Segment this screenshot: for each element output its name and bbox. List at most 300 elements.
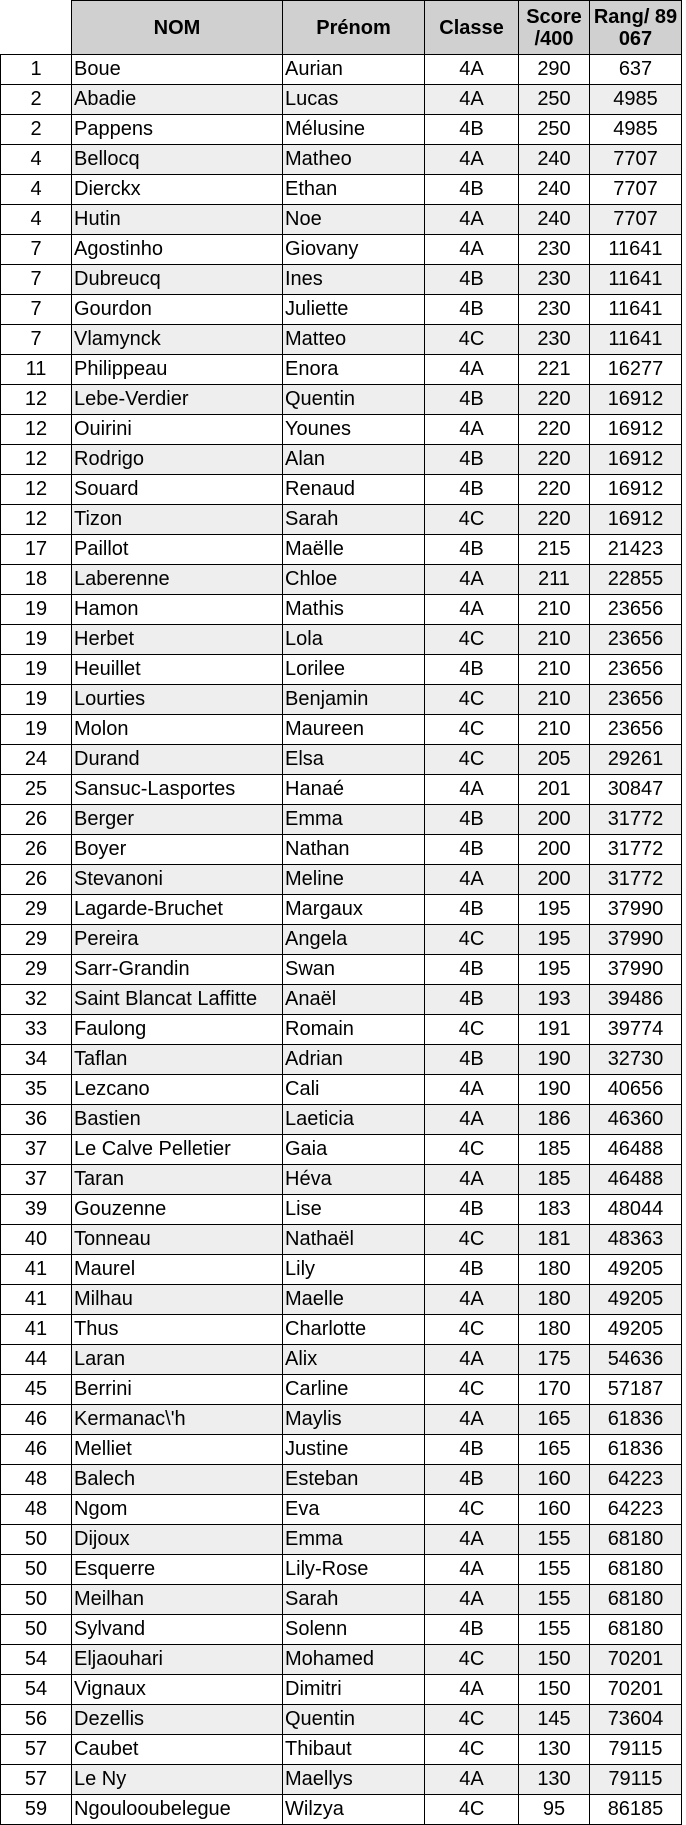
classe-cell: 4C: [425, 325, 519, 355]
header-rang: Rang/ 89 067: [590, 1, 682, 55]
table-row: [1, 895, 682, 925]
score-cell: 210: [519, 655, 590, 685]
rank-cell: 54: [1, 1675, 72, 1705]
prenom-cell: Carline: [283, 1375, 425, 1405]
nom-cell: Dijoux: [72, 1525, 283, 1555]
nom-cell: Ouirini: [72, 415, 283, 445]
nom-cell: Rodrigo: [72, 445, 283, 475]
score-cell: 250: [519, 85, 590, 115]
table-row: [1, 115, 682, 145]
rank-cell: 12: [1, 385, 72, 415]
prenom-cell: Matheo: [283, 145, 425, 175]
score-cell: 230: [519, 295, 590, 325]
score-cell: 250: [519, 115, 590, 145]
rank-cell: 33: [1, 1015, 72, 1045]
classe-cell: 4C: [425, 625, 519, 655]
prenom-cell: Maelle: [283, 1285, 425, 1315]
rang-cell: 46360: [590, 1105, 682, 1135]
classe-cell: 4A: [425, 235, 519, 265]
prenom-cell: Dimitri: [283, 1675, 425, 1705]
nom-cell: Sansuc-Lasportes: [72, 775, 283, 805]
rank-cell: 26: [1, 865, 72, 895]
score-cell: 220: [519, 475, 590, 505]
rang-cell: 4985: [590, 115, 682, 145]
score-cell: 175: [519, 1345, 590, 1375]
rank-cell: 45: [1, 1375, 72, 1405]
rang-cell: 16912: [590, 385, 682, 415]
table-row: [1, 805, 682, 835]
nom-cell: Hutin: [72, 205, 283, 235]
prenom-cell: Cali: [283, 1075, 425, 1105]
score-cell: 220: [519, 445, 590, 475]
prenom-cell: Esteban: [283, 1465, 425, 1495]
score-cell: 210: [519, 625, 590, 655]
score-cell: 220: [519, 505, 590, 535]
nom-cell: Bellocq: [72, 145, 283, 175]
classe-cell: 4A: [425, 1285, 519, 1315]
prenom-cell: Aurian: [283, 55, 425, 85]
nom-cell: Tizon: [72, 505, 283, 535]
prenom-cell: Matteo: [283, 325, 425, 355]
rank-cell: 7: [1, 235, 72, 265]
nom-cell: Lagarde-Bruchet: [72, 895, 283, 925]
table-body: [1, 55, 682, 1825]
table-row: [1, 1795, 682, 1825]
prenom-cell: Juliette: [283, 295, 425, 325]
rank-cell: 37: [1, 1135, 72, 1165]
rank-cell: 36: [1, 1105, 72, 1135]
table-row: [1, 325, 682, 355]
classe-cell: 4B: [425, 985, 519, 1015]
rank-cell: 4: [1, 175, 72, 205]
nom-cell: Eljaouhari: [72, 1645, 283, 1675]
prenom-cell: Lily-Rose: [283, 1555, 425, 1585]
rang-cell: 48044: [590, 1195, 682, 1225]
rang-cell: 49205: [590, 1315, 682, 1345]
classe-cell: 4B: [425, 1615, 519, 1645]
table-row: [1, 1195, 682, 1225]
rank-cell: 41: [1, 1315, 72, 1345]
nom-cell: Gouzenne: [72, 1195, 283, 1225]
prenom-cell: Emma: [283, 805, 425, 835]
nom-cell: Berrini: [72, 1375, 283, 1405]
prenom-cell: Nathan: [283, 835, 425, 865]
classe-cell: 4A: [425, 145, 519, 175]
rang-cell: 16912: [590, 445, 682, 475]
rank-cell: 39: [1, 1195, 72, 1225]
classe-cell: 4C: [425, 1135, 519, 1165]
nom-cell: Dierckx: [72, 175, 283, 205]
rank-cell: 57: [1, 1735, 72, 1765]
table-row: [1, 145, 682, 175]
classe-cell: 4A: [425, 1165, 519, 1195]
prenom-cell: Romain: [283, 1015, 425, 1045]
nom-cell: Boyer: [72, 835, 283, 865]
classe-cell: 4A: [425, 1765, 519, 1795]
nom-cell: Taflan: [72, 1045, 283, 1075]
classe-cell: 4C: [425, 1705, 519, 1735]
prenom-cell: Benjamin: [283, 685, 425, 715]
rang-cell: 68180: [590, 1555, 682, 1585]
nom-cell: Souard: [72, 475, 283, 505]
prenom-cell: Justine: [283, 1435, 425, 1465]
classe-cell: 4C: [425, 715, 519, 745]
rank-cell: 29: [1, 955, 72, 985]
header-prenom: Prénom: [283, 1, 425, 55]
score-cell: 210: [519, 715, 590, 745]
rank-cell: 4: [1, 205, 72, 235]
prenom-cell: Wilzya: [283, 1795, 425, 1825]
rang-cell: 7707: [590, 205, 682, 235]
table-row: [1, 235, 682, 265]
nom-cell: Hamon: [72, 595, 283, 625]
prenom-cell: Meline: [283, 865, 425, 895]
nom-cell: Sarr-Grandin: [72, 955, 283, 985]
table-row: [1, 1405, 682, 1435]
table-row: [1, 1555, 682, 1585]
header-classe: Classe: [425, 1, 519, 55]
rank-cell: 7: [1, 325, 72, 355]
nom-cell: Agostinho: [72, 235, 283, 265]
score-cell: 195: [519, 895, 590, 925]
rang-cell: 29261: [590, 745, 682, 775]
classe-cell: 4B: [425, 265, 519, 295]
rank-cell: 26: [1, 805, 72, 835]
classe-cell: 4A: [425, 1585, 519, 1615]
prenom-cell: Sarah: [283, 1585, 425, 1615]
table-row: [1, 535, 682, 565]
table-row: [1, 1495, 682, 1525]
table-row: [1, 565, 682, 595]
rang-cell: 39486: [590, 985, 682, 1015]
rang-cell: 70201: [590, 1645, 682, 1675]
prenom-cell: Margaux: [283, 895, 425, 925]
table-row: [1, 175, 682, 205]
rank-cell: 54: [1, 1645, 72, 1675]
table-row: [1, 1465, 682, 1495]
score-cell: 220: [519, 385, 590, 415]
table-row: [1, 1045, 682, 1075]
nom-cell: Sylvand: [72, 1615, 283, 1645]
nom-cell: Gourdon: [72, 295, 283, 325]
classe-cell: 4B: [425, 295, 519, 325]
score-cell: 155: [519, 1615, 590, 1645]
table-row: [1, 1255, 682, 1285]
rank-cell: 24: [1, 745, 72, 775]
table-row: [1, 1525, 682, 1555]
score-cell: 150: [519, 1645, 590, 1675]
table-row: [1, 715, 682, 745]
prenom-cell: Noe: [283, 205, 425, 235]
table-row: [1, 625, 682, 655]
classe-cell: 4A: [425, 775, 519, 805]
prenom-cell: Maureen: [283, 715, 425, 745]
classe-cell: 4A: [425, 1405, 519, 1435]
prenom-cell: Adrian: [283, 1045, 425, 1075]
table-row: [1, 985, 682, 1015]
score-cell: 150: [519, 1675, 590, 1705]
rank-cell: 46: [1, 1405, 72, 1435]
rang-cell: 16912: [590, 415, 682, 445]
nom-cell: Caubet: [72, 1735, 283, 1765]
rank-cell: 12: [1, 445, 72, 475]
nom-cell: Abadie: [72, 85, 283, 115]
nom-cell: Le Ny: [72, 1765, 283, 1795]
nom-cell: Tonneau: [72, 1225, 283, 1255]
rank-cell: 1: [1, 55, 72, 85]
table-row: [1, 1165, 682, 1195]
nom-cell: Stevanoni: [72, 865, 283, 895]
nom-cell: Herbet: [72, 625, 283, 655]
prenom-cell: Lise: [283, 1195, 425, 1225]
prenom-cell: Eva: [283, 1495, 425, 1525]
classe-cell: 4C: [425, 745, 519, 775]
nom-cell: Ngoulooubelegue: [72, 1795, 283, 1825]
score-cell: 201: [519, 775, 590, 805]
score-cell: 195: [519, 925, 590, 955]
prenom-cell: Quentin: [283, 385, 425, 415]
table-row: [1, 205, 682, 235]
classe-cell: 4B: [425, 1435, 519, 1465]
prenom-cell: Maellys: [283, 1765, 425, 1795]
rank-cell: 25: [1, 775, 72, 805]
rang-cell: 49205: [590, 1255, 682, 1285]
classe-cell: 4C: [425, 1225, 519, 1255]
prenom-cell: Renaud: [283, 475, 425, 505]
score-cell: 195: [519, 955, 590, 985]
rang-cell: 79115: [590, 1735, 682, 1765]
prenom-cell: Emma: [283, 1525, 425, 1555]
rang-cell: 46488: [590, 1165, 682, 1195]
rank-cell: 7: [1, 295, 72, 325]
rang-cell: 37990: [590, 955, 682, 985]
rang-cell: 30847: [590, 775, 682, 805]
rank-cell: 12: [1, 475, 72, 505]
prenom-cell: Héva: [283, 1165, 425, 1195]
score-cell: 180: [519, 1255, 590, 1285]
classe-cell: 4A: [425, 1555, 519, 1585]
classe-cell: 4C: [425, 1375, 519, 1405]
table-row: [1, 1015, 682, 1045]
prenom-cell: Lucas: [283, 85, 425, 115]
rang-cell: 23656: [590, 595, 682, 625]
table-row: [1, 85, 682, 115]
rank-cell: 19: [1, 715, 72, 745]
classe-cell: 4A: [425, 1105, 519, 1135]
table-row: [1, 415, 682, 445]
classe-cell: 4A: [425, 1075, 519, 1105]
table-row: [1, 595, 682, 625]
score-cell: 240: [519, 205, 590, 235]
rank-cell: 2: [1, 115, 72, 145]
rang-cell: 61836: [590, 1405, 682, 1435]
prenom-cell: Solenn: [283, 1615, 425, 1645]
nom-cell: Milhau: [72, 1285, 283, 1315]
table-row: [1, 1435, 682, 1465]
nom-cell: Maurel: [72, 1255, 283, 1285]
prenom-cell: Angela: [283, 925, 425, 955]
prenom-cell: Thibaut: [283, 1735, 425, 1765]
rank-cell: 18: [1, 565, 72, 595]
classe-cell: 4B: [425, 535, 519, 565]
nom-cell: Berger: [72, 805, 283, 835]
rang-cell: 31772: [590, 805, 682, 835]
classe-cell: 4A: [425, 55, 519, 85]
prenom-cell: Enora: [283, 355, 425, 385]
table-row: [1, 1285, 682, 1315]
prenom-cell: Laeticia: [283, 1105, 425, 1135]
table-row: [1, 445, 682, 475]
prenom-cell: Ines: [283, 265, 425, 295]
classe-cell: 4C: [425, 685, 519, 715]
rank-cell: 50: [1, 1615, 72, 1645]
rank-cell: 48: [1, 1465, 72, 1495]
classe-cell: 4A: [425, 85, 519, 115]
score-cell: 190: [519, 1045, 590, 1075]
classe-cell: 4B: [425, 385, 519, 415]
rang-cell: 64223: [590, 1495, 682, 1525]
rank-cell: 12: [1, 415, 72, 445]
rank-cell: 35: [1, 1075, 72, 1105]
rang-cell: 37990: [590, 925, 682, 955]
score-cell: 170: [519, 1375, 590, 1405]
classe-cell: 4C: [425, 1015, 519, 1045]
rang-cell: 11641: [590, 235, 682, 265]
nom-cell: Meilhan: [72, 1585, 283, 1615]
rank-cell: 19: [1, 685, 72, 715]
score-cell: 290: [519, 55, 590, 85]
rank-cell: 50: [1, 1585, 72, 1615]
score-cell: 220: [519, 415, 590, 445]
rang-cell: 86185: [590, 1795, 682, 1825]
score-cell: 230: [519, 235, 590, 265]
nom-cell: Pappens: [72, 115, 283, 145]
score-cell: 211: [519, 565, 590, 595]
classe-cell: 4C: [425, 925, 519, 955]
table-row: [1, 505, 682, 535]
score-cell: 190: [519, 1075, 590, 1105]
prenom-cell: Maylis: [283, 1405, 425, 1435]
rang-cell: 22855: [590, 565, 682, 595]
classe-cell: 4A: [425, 415, 519, 445]
table-row: [1, 655, 682, 685]
nom-cell: Kermanac\'h: [72, 1405, 283, 1435]
rang-cell: 57187: [590, 1375, 682, 1405]
prenom-cell: Mélusine: [283, 115, 425, 145]
score-cell: 155: [519, 1525, 590, 1555]
nom-cell: Esquerre: [72, 1555, 283, 1585]
rang-cell: 70201: [590, 1675, 682, 1705]
score-cell: 185: [519, 1135, 590, 1165]
nom-cell: Vignaux: [72, 1675, 283, 1705]
rank-cell: 19: [1, 595, 72, 625]
nom-cell: Molon: [72, 715, 283, 745]
classe-cell: 4B: [425, 475, 519, 505]
classe-cell: 4C: [425, 1795, 519, 1825]
score-cell: 130: [519, 1735, 590, 1765]
rang-cell: 7707: [590, 175, 682, 205]
nom-cell: Durand: [72, 745, 283, 775]
prenom-cell: Giovany: [283, 235, 425, 265]
table-row: [1, 1615, 682, 1645]
score-cell: 160: [519, 1495, 590, 1525]
rang-cell: 7707: [590, 145, 682, 175]
prenom-cell: Quentin: [283, 1705, 425, 1735]
classe-cell: 4B: [425, 655, 519, 685]
score-cell: 200: [519, 865, 590, 895]
score-cell: 180: [519, 1285, 590, 1315]
rang-cell: 11641: [590, 295, 682, 325]
prenom-cell: Mathis: [283, 595, 425, 625]
table-row: [1, 1735, 682, 1765]
header-score: Score /400: [519, 1, 590, 55]
nom-cell: Paillot: [72, 535, 283, 565]
rank-cell: 4: [1, 145, 72, 175]
prenom-cell: Elsa: [283, 745, 425, 775]
nom-cell: Lezcano: [72, 1075, 283, 1105]
score-cell: 210: [519, 595, 590, 625]
table-row: [1, 295, 682, 325]
rang-cell: 4985: [590, 85, 682, 115]
prenom-cell: Alan: [283, 445, 425, 475]
rang-cell: 16277: [590, 355, 682, 385]
nom-cell: Saint Blancat Laffitte: [72, 985, 283, 1015]
rang-cell: 16912: [590, 475, 682, 505]
prenom-cell: Gaia: [283, 1135, 425, 1165]
rang-cell: 48363: [590, 1225, 682, 1255]
table-row: [1, 355, 682, 385]
rang-cell: 37990: [590, 895, 682, 925]
classe-cell: 4A: [425, 1345, 519, 1375]
rang-cell: 16912: [590, 505, 682, 535]
rang-cell: 39774: [590, 1015, 682, 1045]
prenom-cell: Swan: [283, 955, 425, 985]
classe-cell: 4C: [425, 1735, 519, 1765]
table-row: [1, 1345, 682, 1375]
score-cell: 165: [519, 1435, 590, 1465]
classe-cell: 4B: [425, 1465, 519, 1495]
table-row: [1, 265, 682, 295]
classe-cell: 4B: [425, 115, 519, 145]
rank-cell: 59: [1, 1795, 72, 1825]
table-row: [1, 1135, 682, 1165]
rank-cell: 40: [1, 1225, 72, 1255]
classe-cell: 4A: [425, 595, 519, 625]
score-cell: 240: [519, 145, 590, 175]
nom-cell: Laran: [72, 1345, 283, 1375]
rang-cell: 637: [590, 55, 682, 85]
classe-cell: 4A: [425, 565, 519, 595]
prenom-cell: Lily: [283, 1255, 425, 1285]
prenom-cell: Mohamed: [283, 1645, 425, 1675]
table-row: [1, 475, 682, 505]
rank-cell: 19: [1, 625, 72, 655]
nom-cell: Le Calve Pelletier: [72, 1135, 283, 1165]
classe-cell: 4B: [425, 805, 519, 835]
score-cell: 240: [519, 175, 590, 205]
score-cell: 205: [519, 745, 590, 775]
rang-cell: 68180: [590, 1525, 682, 1555]
nom-cell: Bastien: [72, 1105, 283, 1135]
classe-cell: 4A: [425, 355, 519, 385]
rank-cell: 46: [1, 1435, 72, 1465]
table-row: [1, 1765, 682, 1795]
nom-cell: Boue: [72, 55, 283, 85]
rang-cell: 31772: [590, 835, 682, 865]
rank-cell: 37: [1, 1165, 72, 1195]
table-row: [1, 955, 682, 985]
nom-cell: Philippeau: [72, 355, 283, 385]
